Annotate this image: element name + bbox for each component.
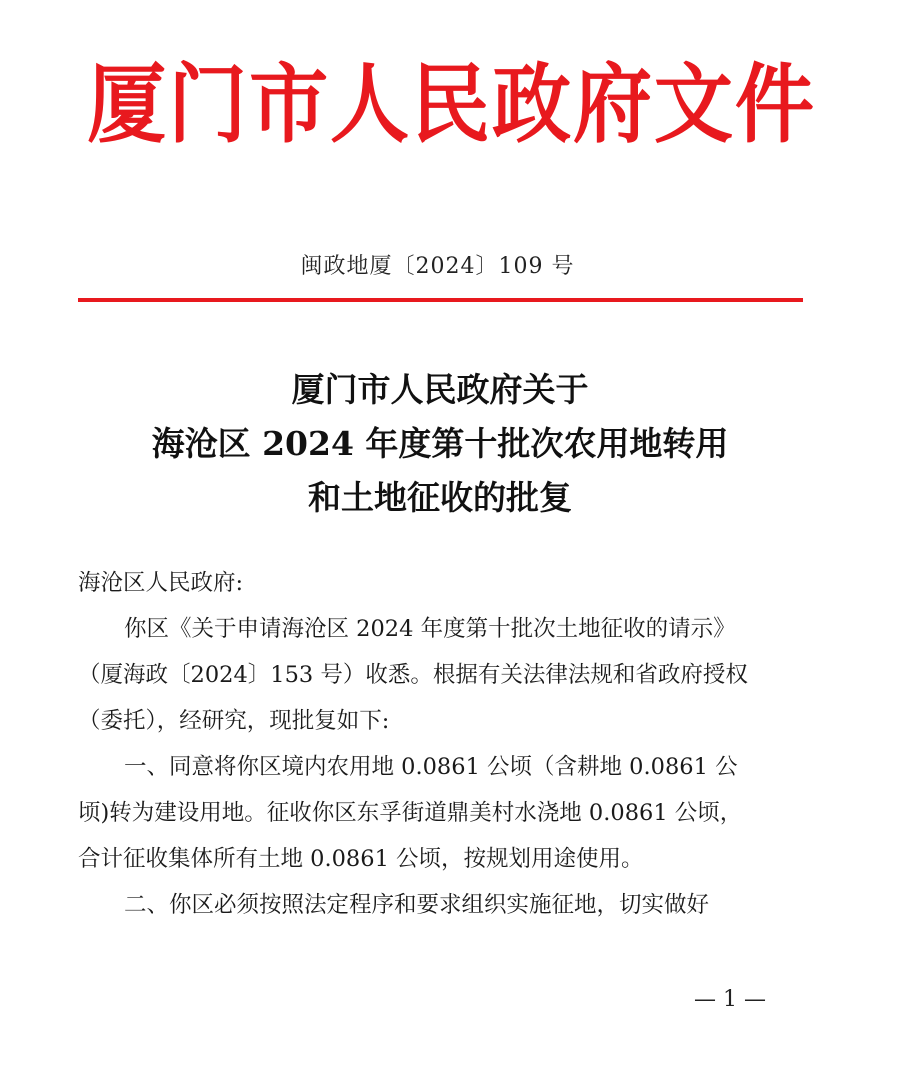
body-line-5: 顷)转为建设用地。征收你区东孚街道鼎美村水浇地 0.0861 公顷， (78, 800, 743, 826)
body-line-3: （委托），经研究，现批复如下: (78, 708, 390, 734)
body-line-6: 合计征收集体所有土地 0.0861 公顷，按规划用途使用。 (78, 846, 644, 872)
page-number: — 1 — (694, 987, 766, 1012)
title-line-2: 海沧区 2024 年度第十批次农用地转用 (151, 424, 729, 463)
red-divider-line (78, 298, 803, 302)
title-line-3: 和土地征收的批复 (308, 478, 572, 517)
body-line-7: 二、你区必须按照法定程序和要求组织实施征地，切实做好 (124, 892, 710, 918)
body-line-2: （厦海政〔2024〕153 号）收悉。根据有关法律法规和省政府授权 (78, 662, 748, 688)
body-line-1: 你区《关于申请海沧区 2024 年度第十批次土地征收的请示》 (124, 616, 736, 642)
salutation: 海沧区人民政府: (78, 570, 244, 596)
document-body (78, 560, 808, 928)
title-line-1: 厦门市人民政府关于 (291, 370, 589, 409)
document-title (0, 363, 880, 525)
body-line-4: 一、同意将你区境内农用地 0.0861 公顷（含耕地 0.0861 公 (124, 754, 738, 780)
document-number: 闽政地厦〔2024〕109 号 (300, 254, 575, 279)
document-masthead: 厦门市人民政府文件 (87, 54, 816, 155)
